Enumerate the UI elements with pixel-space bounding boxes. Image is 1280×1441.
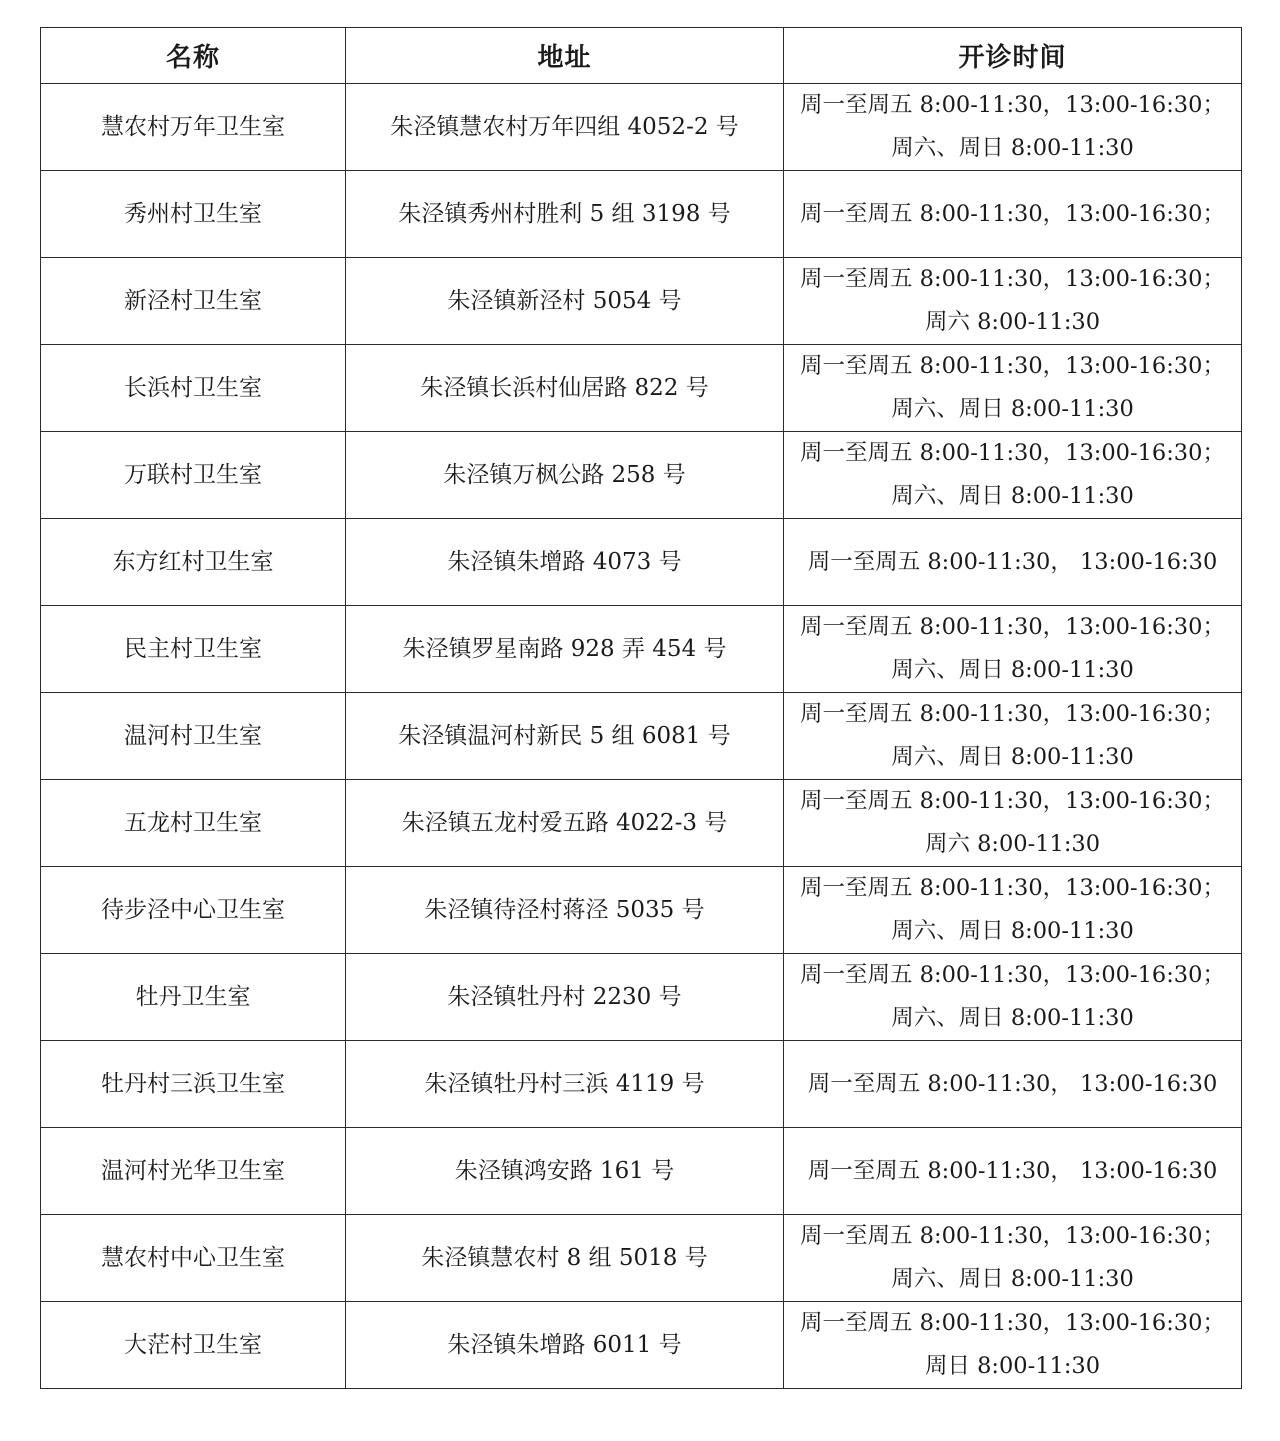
clinic-hours-cell bbox=[784, 171, 1242, 258]
table-row bbox=[41, 345, 1242, 432]
table-row bbox=[41, 1215, 1242, 1302]
clinic-hours-cell bbox=[784, 693, 1242, 780]
table-row bbox=[41, 954, 1242, 1041]
clinic-name-cell: 待步泾中心卫生室 bbox=[41, 867, 346, 954]
clinic-address-cell: 朱泾镇牡丹村 2230 号 bbox=[346, 954, 784, 1041]
clinic-name-cell: 慧农村万年卫生室 bbox=[41, 84, 346, 171]
clinic-hours-cell bbox=[784, 606, 1242, 693]
table-row bbox=[41, 1302, 1242, 1389]
clinic-address-cell: 朱泾镇秀州村胜利 5 组 3198 号 bbox=[346, 171, 784, 258]
header-name: 名称 bbox=[41, 28, 346, 84]
clinic-name-cell: 牡丹卫生室 bbox=[41, 954, 346, 1041]
table-row bbox=[41, 258, 1242, 345]
clinic-hours-cell bbox=[784, 345, 1242, 432]
clinic-name-cell: 万联村卫生室 bbox=[41, 432, 346, 519]
hours-weekday-line: 周一至周五 8:00-11:30，13:00-16:30； bbox=[800, 92, 1225, 118]
hours-weekday-line: 周一至周五 8:00-11:30，13:00-16:30； bbox=[800, 200, 1225, 227]
hours-weekday-line: 周一至周五 8:00-11:30，13:00-16:30； bbox=[800, 614, 1225, 640]
clinic-hours-cell bbox=[784, 1215, 1242, 1302]
clinic-name-cell: 民主村卫生室 bbox=[41, 606, 346, 693]
clinic-hours-cell bbox=[784, 1041, 1242, 1128]
clinic-name-cell: 大茫村卫生室 bbox=[41, 1302, 346, 1389]
clinic-address-cell: 朱泾镇罗星南路 928 弄 454 号 bbox=[346, 606, 784, 693]
hours-weekend-line: 周六、周日 8:00-11:30 bbox=[891, 744, 1134, 770]
table-row bbox=[41, 519, 1242, 606]
hours-weekend-line: 周六 8:00-11:30 bbox=[924, 309, 1101, 335]
table-row bbox=[41, 84, 1242, 171]
clinic-name-cell: 东方红村卫生室 bbox=[41, 519, 346, 606]
table-row bbox=[41, 606, 1242, 693]
clinic-address-cell: 朱泾镇朱增路 4073 号 bbox=[346, 519, 784, 606]
table-row bbox=[41, 171, 1242, 258]
clinic-hours-cell bbox=[784, 780, 1242, 867]
hours-weekday-line: 周一至周五 8:00-11:30， 13:00-16:30 bbox=[807, 1157, 1218, 1184]
hours-weekend-line: 周六、周日 8:00-11:30 bbox=[891, 396, 1134, 422]
hours-weekday-line: 周一至周五 8:00-11:30，13:00-16:30； bbox=[800, 1310, 1225, 1336]
table-row bbox=[41, 1128, 1242, 1215]
clinic-hours-cell bbox=[784, 1302, 1242, 1389]
hours-weekend-line: 周六、周日 8:00-11:30 bbox=[891, 135, 1134, 161]
clinic-address-cell: 朱泾镇朱增路 6011 号 bbox=[346, 1302, 784, 1389]
header-row bbox=[41, 28, 1242, 84]
hours-weekday-line: 周一至周五 8:00-11:30，13:00-16:30； bbox=[800, 788, 1225, 814]
clinic-name-cell: 温河村光华卫生室 bbox=[41, 1128, 346, 1215]
clinic-name-cell: 新泾村卫生室 bbox=[41, 258, 346, 345]
hours-weekend-line: 周日 8:00-11:30 bbox=[924, 1353, 1101, 1379]
hours-weekday-line: 周一至周五 8:00-11:30， 13:00-16:30 bbox=[807, 1070, 1218, 1097]
clinic-hours-cell bbox=[784, 1128, 1242, 1215]
clinic-address-cell: 朱泾镇牡丹村三浜 4119 号 bbox=[346, 1041, 784, 1128]
hours-weekday-line: 周一至周五 8:00-11:30，13:00-16:30； bbox=[800, 701, 1225, 727]
clinic-name-cell: 温河村卫生室 bbox=[41, 693, 346, 780]
clinic-address-cell: 朱泾镇万枫公路 258 号 bbox=[346, 432, 784, 519]
clinic-address-cell: 朱泾镇温河村新民 5 组 6081 号 bbox=[346, 693, 784, 780]
hours-weekday-line: 周一至周五 8:00-11:30，13:00-16:30； bbox=[800, 266, 1225, 292]
hours-weekend-line: 周六、周日 8:00-11:30 bbox=[891, 1005, 1134, 1031]
clinic-address-cell: 朱泾镇鸿安路 161 号 bbox=[346, 1128, 784, 1215]
table-header bbox=[41, 28, 1242, 84]
hours-weekday-line: 周一至周五 8:00-11:30，13:00-16:30； bbox=[800, 962, 1225, 988]
clinic-address-cell: 朱泾镇慧农村万年四组 4052-2 号 bbox=[346, 84, 784, 171]
hours-weekday-line: 周一至周五 8:00-11:30，13:00-16:30； bbox=[800, 875, 1225, 901]
clinic-name-cell: 秀州村卫生室 bbox=[41, 171, 346, 258]
hours-weekday-line: 周一至周五 8:00-11:30，13:00-16:30； bbox=[800, 353, 1225, 379]
hours-weekend-line: 周六、周日 8:00-11:30 bbox=[891, 483, 1134, 509]
clinic-hours-cell bbox=[784, 867, 1242, 954]
table-row bbox=[41, 1041, 1242, 1128]
table-body bbox=[41, 84, 1242, 1389]
clinic-name-cell: 五龙村卫生室 bbox=[41, 780, 346, 867]
table-row bbox=[41, 867, 1242, 954]
hours-weekend-line: 周六、周日 8:00-11:30 bbox=[891, 918, 1134, 944]
clinic-hours-table bbox=[40, 27, 1242, 1389]
clinic-address-cell: 朱泾镇新泾村 5054 号 bbox=[346, 258, 784, 345]
clinic-hours-cell bbox=[784, 258, 1242, 345]
clinic-hours-cell bbox=[784, 84, 1242, 171]
clinic-hours-cell bbox=[784, 954, 1242, 1041]
table-row bbox=[41, 432, 1242, 519]
clinic-address-cell: 朱泾镇待泾村蒋泾 5035 号 bbox=[346, 867, 784, 954]
clinic-name-cell: 慧农村中心卫生室 bbox=[41, 1215, 346, 1302]
hours-weekday-line: 周一至周五 8:00-11:30， 13:00-16:30 bbox=[807, 548, 1218, 575]
hours-weekend-line: 周六 8:00-11:30 bbox=[924, 831, 1101, 857]
clinic-address-cell: 朱泾镇长浜村仙居路 822 号 bbox=[346, 345, 784, 432]
table-row bbox=[41, 693, 1242, 780]
table-row bbox=[41, 780, 1242, 867]
hours-weekday-line: 周一至周五 8:00-11:30，13:00-16:30； bbox=[800, 1223, 1225, 1249]
clinic-address-cell: 朱泾镇慧农村 8 组 5018 号 bbox=[346, 1215, 784, 1302]
header-address: 地址 bbox=[346, 28, 784, 84]
hours-weekend-line: 周六、周日 8:00-11:30 bbox=[891, 1266, 1134, 1292]
clinic-name-cell: 长浜村卫生室 bbox=[41, 345, 346, 432]
clinic-table-container bbox=[40, 27, 1242, 1389]
clinic-hours-cell bbox=[784, 432, 1242, 519]
clinic-name-cell: 牡丹村三浜卫生室 bbox=[41, 1041, 346, 1128]
hours-weekday-line: 周一至周五 8:00-11:30，13:00-16:30； bbox=[800, 440, 1225, 466]
clinic-hours-cell bbox=[784, 519, 1242, 606]
header-hours: 开诊时间 bbox=[784, 28, 1242, 84]
hours-weekend-line: 周六、周日 8:00-11:30 bbox=[891, 657, 1134, 683]
clinic-address-cell: 朱泾镇五龙村爱五路 4022-3 号 bbox=[346, 780, 784, 867]
